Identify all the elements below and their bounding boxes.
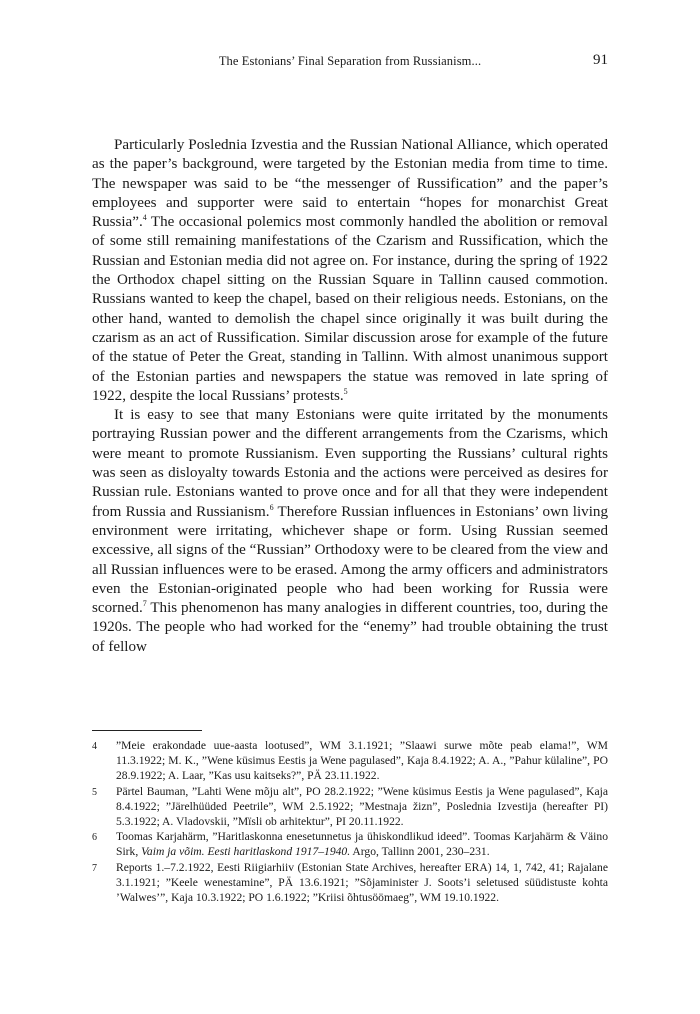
- footnote-ref-7: 7: [142, 599, 147, 609]
- footnote-book-title: Vaim ja võim. Eesti haritlaskond 1917–1940.: [141, 845, 351, 859]
- running-header: [92, 54, 608, 74]
- footnote-7: [92, 860, 608, 906]
- paragraph-1: [92, 136, 608, 406]
- footnote-ref-5: 5: [343, 386, 348, 396]
- page-number: 91: [593, 52, 608, 68]
- footnote-text: Reports 1.–7.2.1922, Eesti Riigiarhiiv (Estonian State Archives, hereafter ERA) 14, 1, 742, 41; Rajalane 3.1.1921; ”Keele wenestamine”, PÄ 13.6.1921; ”Sõjaminister J. Soots’i seletused süüdistuste kohta ’Walwes’”, Kaja 10.3.1922; PO 1.6.1922; ”Kriisi õhtusöömaeg”, WM 19.10.1922.: [116, 860, 608, 905]
- paragraph-1-text-b: The occasional polemics most commonly handled the abolition or removal of some still remaining manifestations of the Czarism and Russification, which the Russian and Estonian media did not agree on. For instance, during the spring of 1922 the Orthodox chapel sitting on the Russian Square in Tallinn caused commotion. Russians wanted to keep the chapel, based on their religious needs. Estonians, on the other hand, wanted to demolish the chapel since originally it was built during the czarism as an act of Russification. Similar discussion arose for example of the future of the statue of Peter the Great, standing in Tallinn. With almost unanimous support of the Estonian parties and newspapers the statue was removed in late spring of 1922, despite the local Russians’ protests.: [92, 214, 608, 404]
- footnote-text-a: Toomas Karjahärm, ”Haritlaskonna enesetunnetus ja ühiskondlikud ideed”. Toomas Karjahärm & Väino Sirk,: [116, 830, 608, 859]
- paragraph-2-text-a: It is easy to see that many Estonians were quite irritated by the monuments portraying Russian power and the different arrangements from the Czarisms, which were meant to promote Russianism. Even supporting the Russians’ cultural rights was seen as disloyalty towards Estonia and the actions were perceived as desires for Russian rule. Estonians wanted to prove once and for all that they were independent from Russia and Russianism.: [92, 407, 608, 520]
- paragraph-2-text-c: This phenomenon has many analogies in different countries, too, during the 1920s. The people who had worked for the “enemy” had trouble obtaining the trust of fellow: [92, 600, 608, 655]
- footnote-text: Pärtel Bauman, ”Lahti Wene mõju alt”, PO 28.2.1922; ”Wene küsimus Eestis ja Wene pagulased”, Kaja 8.4.1922; ”Järelhüüded Peetrile”, WM 2.5.1922; ”Mestnaja žizn”, Poslednia Izvestija (hereafter PI) 5.3.1922; A. Vladovskii, ”Mïsli ob arhitektur”, PI 20.11.1922.: [116, 784, 608, 829]
- footnote-4: [92, 738, 608, 784]
- footnote-number: 7: [92, 862, 97, 874]
- footnote-6: [92, 829, 608, 859]
- footnote-number: 5: [92, 786, 97, 798]
- footnotes: [92, 738, 608, 905]
- footnote-ref-6: 6: [269, 502, 274, 512]
- paragraph-2: [92, 406, 608, 657]
- footnote-text: ”Meie erakondade uue-aasta lootused”, WM 3.1.1921; ”Slaawi surwe mõte peab elama!”, WM 11.3.1922; M. K., ”Wene küsimus Eestis ja Wene pagulased”, Kaja 8.4.1922; A. A., ”Pahur külaline”, PO 28.9.1922; A. Laar, ”Kas usu kaitseks?”, PÄ 23.11.1922.: [116, 739, 608, 783]
- footnote-ref-4: 4: [142, 213, 147, 223]
- main-text: [92, 136, 608, 657]
- footnote-text: [116, 829, 608, 859]
- running-title: The Estonians’ Final Separation from Russianism...: [218, 54, 482, 68]
- footnote-number: 6: [92, 832, 97, 844]
- footnote-text-b: Argo, Tallinn 2001, 230–231.: [350, 845, 490, 859]
- footnote-5: [92, 784, 608, 830]
- footnote-number: 4: [92, 741, 97, 752]
- paragraph-1-text-a: Particularly Poslednia Izvestia and the Russian National Alliance, which operated as the paper’s background, were targeted by the Estonian media from time to time. The newspaper was said to be “the messenger of Russification” and the paper’s employees and supporter were said to entertain “hopes for monarchist Great Russia”.: [92, 137, 608, 231]
- footnote-separator: [92, 730, 202, 731]
- paragraph-2-text-b: Therefore Russian influences in Estonians’ own living environment were irritating, whichever shape or form. Using Russian seemed excessive, all signs of the “Russian” Orthodoxy were to be cleared from the view and all Russian influences were to be erased. Among the army officers and administrators even the Estonian-originated people who had been working for Russia were scorned.: [92, 503, 609, 617]
